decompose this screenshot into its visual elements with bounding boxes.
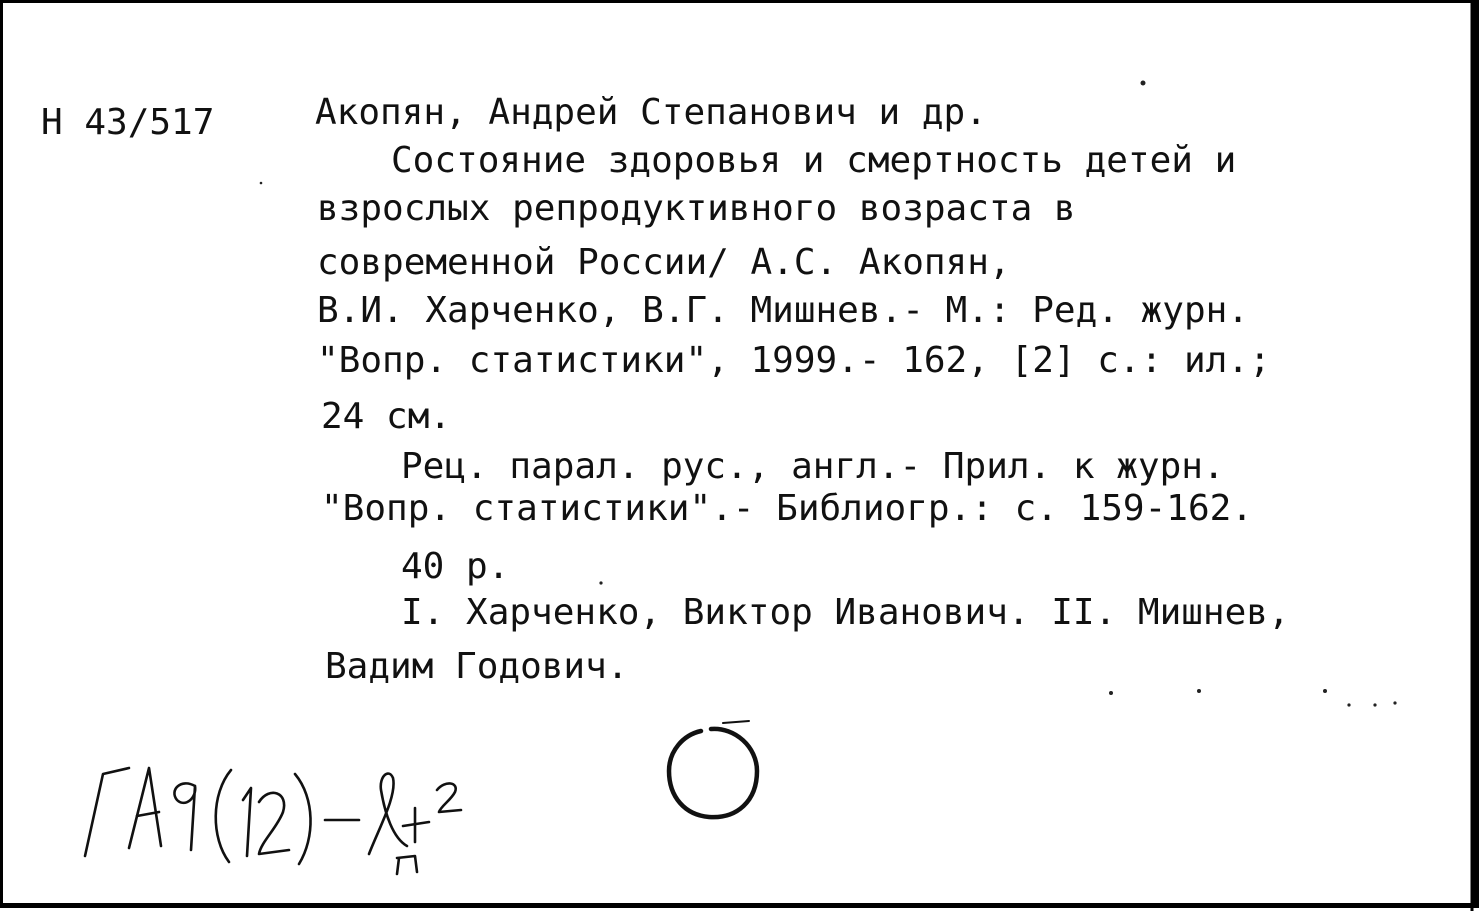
title-line: Состояние здоровья и смертность детей и [391,140,1237,181]
title-line: 24 см. [321,396,452,437]
heading-author: Акопян, Андрей Степанович и др. [315,92,987,133]
added-entries-line: Вадим Годович. [325,646,629,687]
notes-line: Рец. парал. рус., англ.- Прил. к журн. [401,446,1225,487]
price: 40 р. [401,546,510,587]
title-line: В.И. Харченко, В.Г. Мишнев.- М.: Ред. журн. [317,290,1249,331]
shelfmark: Н 43/517 [41,102,215,143]
title-line: современной России/ А.С. Акопян, [317,242,1011,283]
title-line: "Вопр. статистики", 1999.- 162, [2] с.: ил.; [317,340,1271,381]
title-line: взрослых репродуктивного возраста в [317,188,1076,229]
handwritten-classification-mark [63,738,533,878]
circle-stamp-icon [653,713,773,833]
notes-line: "Вопр. статистики".- Библиогр.: с. 159-162. [321,488,1253,529]
added-entries-line: I. Харченко, Виктор Иванович. II. Мишнев, [401,592,1290,633]
